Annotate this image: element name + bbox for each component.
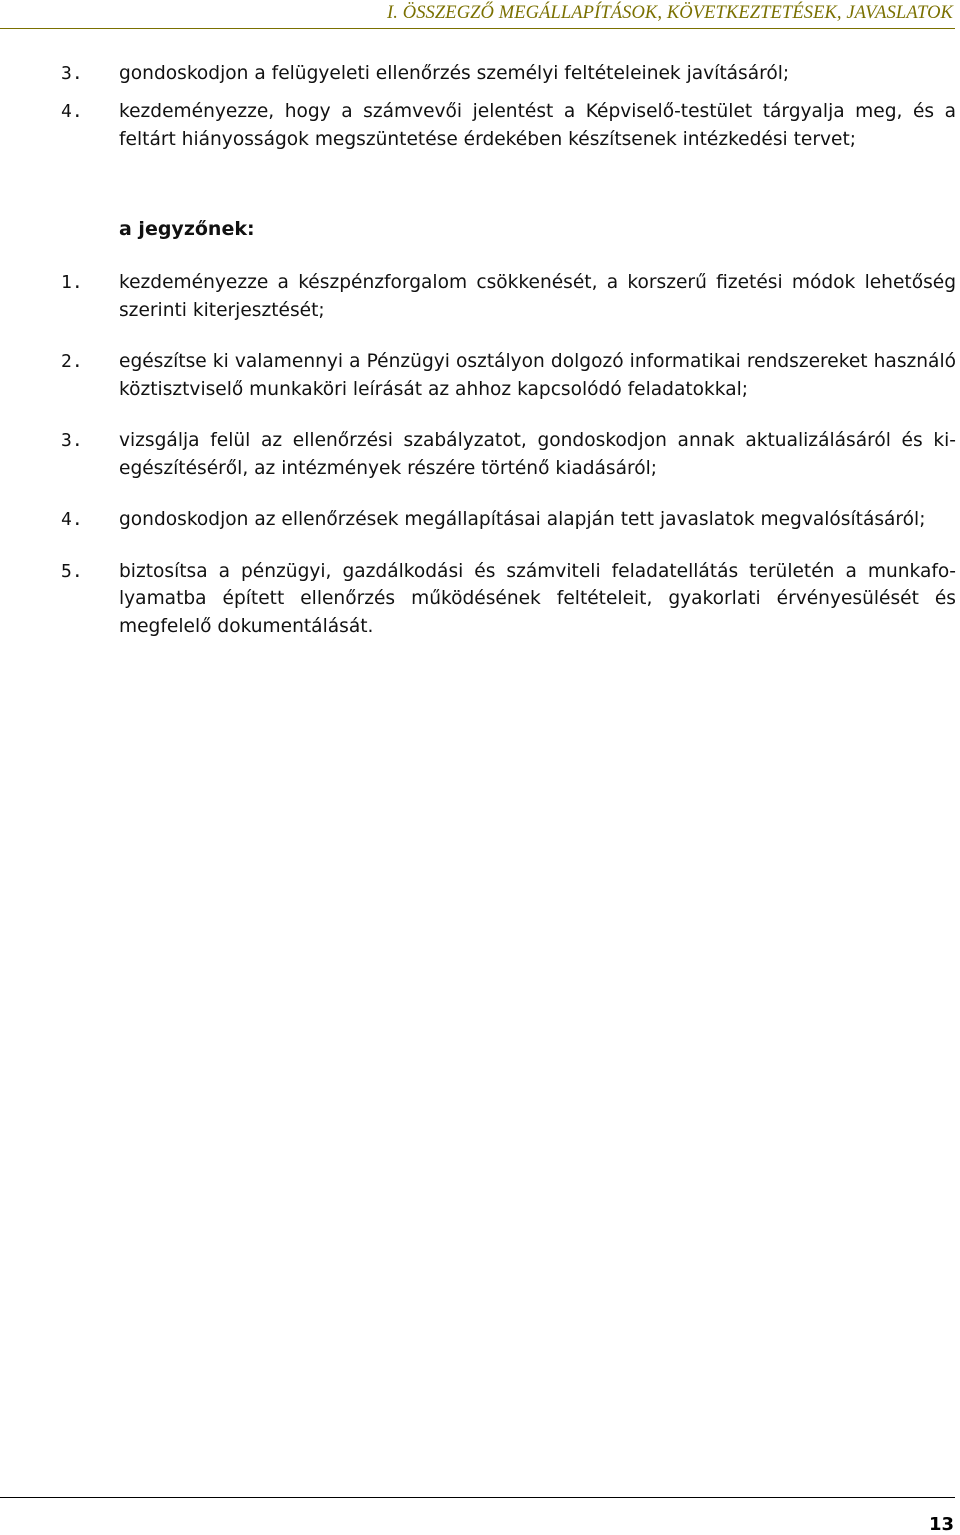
item-number: 4. bbox=[61, 101, 83, 122]
item-text: kezdeményezze, hogy a számvevői jelentést a Képviselő-testület tárgyalja meg, és a feltárt hiányosságok megszüntetése érdekében készítsenek intézkedési tervet; bbox=[119, 101, 956, 150]
list-item bbox=[61, 348, 956, 403]
list-item bbox=[61, 427, 956, 482]
item-number: 3. bbox=[61, 63, 83, 84]
continued-recommendation-list bbox=[61, 60, 956, 164]
footer-divider bbox=[0, 1497, 955, 1498]
list-item bbox=[61, 506, 956, 534]
section-title: I. ÖSSZEGZŐ MEGÁLLAPÍTÁSOK, KÖVETKEZTETÉSEK, JAVASLATOK bbox=[387, 3, 953, 23]
item-text: biztosítsa a pénzügyi, gazdálkodási és számviteli feladatellátás területén a munkafolyamatba épített ellenőrzés működésének feltételeit, gyakorlati érvényesülését és megfelelő dokumentálását. bbox=[119, 560, 956, 637]
list-item bbox=[61, 269, 956, 324]
item-number: 4. bbox=[61, 509, 83, 530]
list-item bbox=[61, 98, 956, 153]
item-text: egészítse ki valamennyi a Pénzügyi osztályon dolgozó informatikai rendszereket használó köztisztviselő munkaköri leírását az ahhoz kapcsolódó feladatokkal; bbox=[119, 351, 956, 400]
item-text: kezdeményezze a készpénzforgalom csökkenését, a korszerű fizetési módok lehetőség szerinti kiterjesztését; bbox=[119, 272, 956, 321]
item-number: 3. bbox=[61, 430, 83, 451]
page-header bbox=[0, 0, 955, 30]
item-number: 1. bbox=[61, 272, 83, 293]
header-divider bbox=[0, 28, 955, 29]
list-item bbox=[61, 60, 956, 88]
jegyzo-recommendation-list bbox=[61, 269, 956, 664]
list-item bbox=[61, 558, 956, 641]
page-number: 13 bbox=[928, 1514, 954, 1535]
recipient-heading: a jegyzőnek: bbox=[119, 218, 255, 240]
item-number: 2. bbox=[61, 351, 83, 372]
item-text: gondoskodjon az ellenőrzések megállapításai alapján tett javaslatok megvalósításáról; bbox=[119, 509, 926, 530]
item-text: gondoskodjon a felügyeleti ellenőrzés személyi feltételeinek javításáról; bbox=[119, 63, 790, 84]
item-text: vizsgálja felül az ellenőrzési szabályzatot, gondoskodjon annak aktualizálásáról és kiegészítéséről, az intézmények részére történő kiadásáról; bbox=[119, 430, 956, 479]
item-number: 5. bbox=[61, 560, 83, 582]
